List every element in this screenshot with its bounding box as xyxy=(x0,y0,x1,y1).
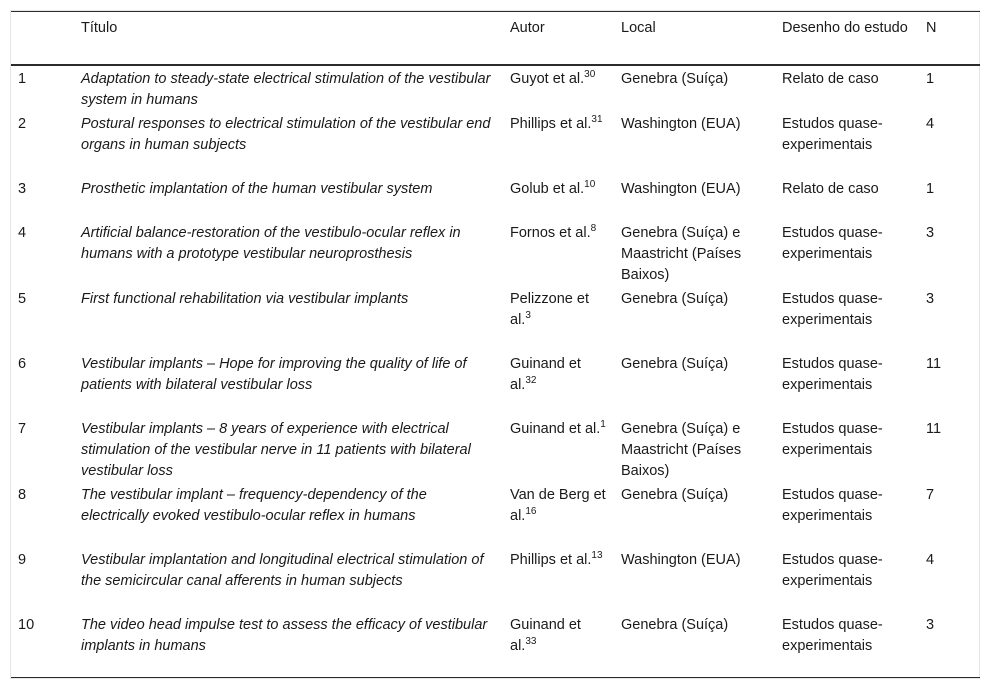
row-design: Estudos quase-experimentais xyxy=(782,225,883,262)
row-design: Estudos quase-experimentais xyxy=(782,116,883,153)
row-design: Estudos quase-experimentais xyxy=(775,612,919,677)
row-location: Genebra (Suíça) xyxy=(621,291,729,307)
author-name: Guinand et al. xyxy=(510,421,601,437)
table-row xyxy=(11,482,980,547)
row-n: 1 xyxy=(926,181,935,197)
header-num xyxy=(11,12,74,66)
row-author xyxy=(503,286,614,351)
reference-number: 33 xyxy=(525,636,537,648)
row-number: 5 xyxy=(18,291,27,307)
author-name: Phillips et al. xyxy=(510,552,592,568)
table-row xyxy=(11,351,980,416)
author-name: Phillips et al. xyxy=(510,116,592,132)
row-title: First functional rehabilitation via vestibular implants xyxy=(81,291,409,307)
row-number: 6 xyxy=(18,356,27,372)
row-location: Washington (EUA) xyxy=(621,181,741,197)
row-author xyxy=(503,220,614,286)
row-title: Adaptation to steady-state electrical stimulation of the vestibular system in humans xyxy=(81,71,491,108)
row-number: 2 xyxy=(18,116,27,132)
row-n: 3 xyxy=(926,291,935,307)
row-n: 1 xyxy=(926,71,935,87)
author-name: Guinand et al. xyxy=(510,356,581,393)
row-title: The vestibular implant – frequency-dependency of the electrically evoked vestibulo-ocular reflex in humans xyxy=(81,487,427,524)
reference-number: 31 xyxy=(591,114,603,126)
row-title: Vestibular implants – 8 years of experience with electrical stimulation of the vestibular nerve in 11 patients with bilateral vestibular loss xyxy=(81,421,471,479)
author-name: Guinand et al. xyxy=(510,617,581,654)
table-header-row xyxy=(11,12,980,66)
row-number: 4 xyxy=(18,225,27,241)
row-number: 7 xyxy=(18,421,27,437)
row-location: Genebra (Suíça) e Maastricht (Países Baixos) xyxy=(621,421,742,479)
row-title: Artificial balance-restoration of the vestibulo-ocular reflex in humans with a prototype vestibular neuroprosthesis xyxy=(81,225,461,262)
row-design: Estudos quase-experimentais xyxy=(782,421,883,458)
reference-number: 1 xyxy=(600,419,606,431)
table-row xyxy=(11,547,980,612)
row-location: Genebra (Suíça) xyxy=(621,71,729,87)
row-design: Estudos quase-experimentais xyxy=(782,291,883,328)
row-design: Estudos quase-experimentais xyxy=(782,552,883,589)
author-name: Golub et al. xyxy=(510,181,585,197)
row-author xyxy=(503,111,614,176)
table-row xyxy=(11,176,980,220)
reference-number: 13 xyxy=(591,550,603,562)
table-row xyxy=(11,65,980,111)
row-n: 3 xyxy=(926,225,935,241)
row-author xyxy=(503,65,614,111)
row-design: Relato de caso xyxy=(782,71,879,87)
row-design: Estudos quase-experimentais xyxy=(782,487,883,524)
reference-number: 16 xyxy=(525,506,537,518)
header-location: Local xyxy=(614,12,775,66)
table-row xyxy=(11,111,980,176)
row-title: Vestibular implantation and longitudinal electrical stimulation of the semicircular canal afferents in human subjects xyxy=(81,552,484,589)
row-number: 1 xyxy=(18,71,27,87)
row-title: Prosthetic implantation of the human vestibular system xyxy=(81,181,433,197)
row-author xyxy=(503,416,614,482)
row-design: Estudos quase-experimentais xyxy=(782,356,883,393)
row-number: 10 xyxy=(11,612,74,677)
row-location: Genebra (Suíça) e Maastricht (Países Baixos) xyxy=(621,225,742,283)
row-location: Genebra (Suíça) xyxy=(621,487,729,503)
row-author xyxy=(503,612,614,677)
row-title: Postural responses to electrical stimulation of the vestibular end organs in human subjects xyxy=(81,116,491,153)
row-n: 4 xyxy=(926,116,935,132)
row-location: Genebra (Suíça) xyxy=(614,612,775,677)
row-location: Washington (EUA) xyxy=(621,552,741,568)
author-name: Pelizzone et al. xyxy=(510,291,589,328)
row-title: The video head impulse test to assess the efficacy of vestibular implants in humans xyxy=(74,612,503,677)
author-name: Guyot et al. xyxy=(510,71,585,87)
studies-table xyxy=(11,11,980,678)
row-title: Vestibular implants – Hope for improving the quality of life of patients with bilateral vestibular loss xyxy=(81,356,467,393)
reference-number: 10 xyxy=(584,179,596,191)
row-n: 4 xyxy=(926,552,935,568)
table-row xyxy=(11,612,980,677)
row-design: Relato de caso xyxy=(782,181,879,197)
row-number: 8 xyxy=(18,487,27,503)
author-name: Van de Berg et al. xyxy=(510,487,606,524)
table-row xyxy=(11,220,980,286)
table-row xyxy=(11,416,980,482)
row-n: 11 xyxy=(926,421,942,437)
header-n: N xyxy=(919,12,980,66)
row-author xyxy=(503,351,614,416)
row-author xyxy=(503,176,614,220)
author-name: Fornos et al. xyxy=(510,225,591,241)
row-number: 3 xyxy=(18,181,27,197)
reference-number: 32 xyxy=(525,375,537,387)
header-author: Autor xyxy=(503,12,614,66)
row-location: Genebra (Suíça) xyxy=(621,356,729,372)
reference-number: 3 xyxy=(525,310,531,322)
reference-number: 30 xyxy=(584,69,596,81)
table-row xyxy=(11,286,980,351)
header-design: Desenho do estudo xyxy=(775,12,919,66)
header-title: Título xyxy=(74,12,503,66)
row-n: 3 xyxy=(919,612,980,677)
row-author xyxy=(503,482,614,547)
row-n: 7 xyxy=(926,487,935,503)
row-number: 9 xyxy=(18,552,27,568)
row-location: Washington (EUA) xyxy=(621,116,741,132)
reference-number: 8 xyxy=(590,223,597,235)
row-author xyxy=(503,547,614,612)
row-n: 11 xyxy=(926,356,942,372)
table-body xyxy=(11,65,980,677)
